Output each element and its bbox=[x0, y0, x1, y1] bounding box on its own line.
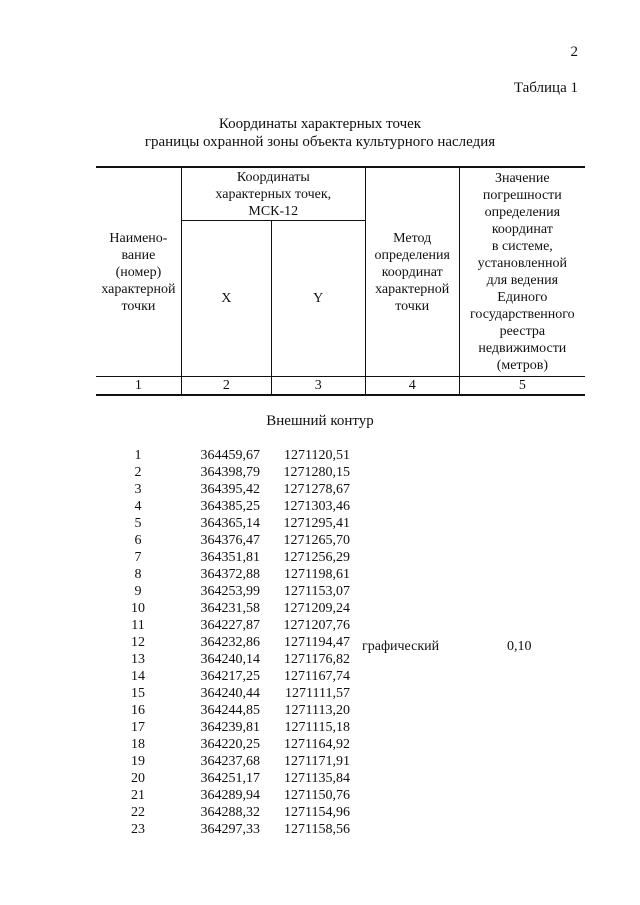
table-row bbox=[96, 753, 585, 770]
table-row bbox=[96, 464, 585, 481]
y-coordinate: 1271207,76 bbox=[283, 618, 350, 633]
table-row bbox=[96, 736, 585, 753]
point-number: 19 bbox=[131, 754, 145, 769]
point-number: 14 bbox=[131, 669, 145, 684]
header-point-name: Наимено- вание (номер) характерной точки bbox=[96, 167, 181, 377]
y-coordinate: 1271167,74 bbox=[284, 669, 350, 684]
x-coordinate: 364297,33 bbox=[200, 822, 260, 837]
point-number: 13 bbox=[131, 652, 145, 667]
y-coordinate: 1271194,47 bbox=[284, 635, 350, 650]
table-row bbox=[96, 515, 585, 532]
document-title bbox=[0, 115, 640, 151]
table-row bbox=[96, 583, 585, 600]
method-value: графический bbox=[362, 639, 440, 654]
point-number: 8 bbox=[134, 567, 142, 582]
y-coordinate: 1271115,18 bbox=[284, 720, 350, 735]
x-coordinate: 364240,44 bbox=[200, 686, 260, 701]
y-coordinate: 1271171,91 bbox=[284, 754, 350, 769]
x-coordinate: 364395,42 bbox=[200, 482, 260, 497]
x-coordinate: 364227,87 bbox=[200, 618, 260, 633]
header-coordinates-group: Координаты характерных точек, МСК-12 bbox=[181, 167, 365, 221]
x-coordinate: 364240,14 bbox=[200, 652, 260, 667]
column-number-3: 3 bbox=[271, 377, 365, 396]
x-coordinate: 364385,25 bbox=[200, 499, 260, 514]
x-coordinate: 364351,81 bbox=[200, 550, 260, 565]
x-coordinate: 364459,67 bbox=[200, 448, 260, 463]
y-coordinate: 1271158,56 bbox=[284, 822, 350, 837]
y-coordinate: 1271209,24 bbox=[283, 601, 350, 616]
header-accuracy: Значение погрешности определения координат в системе, установленной для ведения Единого государственного реестра недвижимости (метров) bbox=[459, 167, 585, 377]
header-method: Метод определения координат характерной точки bbox=[365, 167, 459, 377]
x-coordinate: 364239,81 bbox=[200, 720, 260, 735]
point-number: 5 bbox=[134, 516, 142, 531]
y-coordinate: 1271256,29 bbox=[283, 550, 350, 565]
table-row bbox=[96, 787, 585, 804]
x-coordinate: 364288,32 bbox=[200, 805, 260, 820]
x-coordinate: 364289,94 bbox=[200, 788, 260, 803]
header-x: X bbox=[181, 221, 271, 377]
point-number: 21 bbox=[131, 788, 145, 803]
accuracy-value: 0,10 bbox=[507, 639, 532, 654]
point-number: 10 bbox=[131, 601, 145, 616]
point-number: 20 bbox=[131, 771, 145, 786]
header-y: Y bbox=[271, 221, 365, 377]
x-coordinate: 364220,25 bbox=[200, 737, 260, 752]
x-coordinate: 364376,47 bbox=[200, 533, 260, 548]
x-coordinate: 364244,85 bbox=[200, 703, 260, 718]
point-number: 17 bbox=[131, 720, 145, 735]
point-number: 12 bbox=[131, 635, 145, 650]
point-number: 4 bbox=[134, 499, 142, 514]
table-row bbox=[96, 719, 585, 736]
point-number: 9 bbox=[134, 584, 142, 599]
table-row bbox=[96, 685, 585, 702]
table-row bbox=[96, 600, 585, 617]
point-number: 22 bbox=[131, 805, 145, 820]
table-row bbox=[96, 668, 585, 685]
point-number: 1 bbox=[134, 448, 142, 463]
y-coordinate: 1271303,46 bbox=[283, 499, 350, 514]
table-row bbox=[96, 821, 585, 838]
point-number: 7 bbox=[134, 550, 142, 565]
y-coordinate: 1271280,15 bbox=[283, 465, 350, 480]
y-coordinate: 1271198,61 bbox=[284, 567, 350, 582]
y-coordinate: 1271164,92 bbox=[284, 737, 350, 752]
point-number: 2 bbox=[134, 465, 142, 480]
y-coordinate: 1271265,70 bbox=[283, 533, 350, 548]
point-number: 3 bbox=[134, 482, 142, 497]
x-coordinate: 364372,88 bbox=[200, 567, 260, 582]
table-row bbox=[96, 447, 585, 464]
y-coordinate: 1271278,67 bbox=[283, 482, 350, 497]
table-label: Таблица 1 bbox=[513, 80, 578, 96]
header-table bbox=[96, 166, 585, 396]
table-row bbox=[96, 770, 585, 787]
y-coordinate: 1271176,82 bbox=[284, 652, 350, 667]
y-coordinate: 1271113,20 bbox=[284, 703, 350, 718]
table-row bbox=[96, 804, 585, 821]
table-row bbox=[96, 481, 585, 498]
column-number-5: 5 bbox=[459, 377, 585, 396]
title-line-1: Координаты характерных точек bbox=[218, 116, 422, 132]
y-coordinate: 1271150,76 bbox=[284, 788, 350, 803]
point-number: 16 bbox=[131, 703, 145, 718]
y-coordinate: 1271153,07 bbox=[284, 584, 350, 599]
table-row bbox=[96, 532, 585, 549]
table-row bbox=[96, 566, 585, 583]
x-coordinate: 364217,25 bbox=[200, 669, 260, 684]
x-coordinate: 364253,99 bbox=[200, 584, 260, 599]
column-number-1: 1 bbox=[96, 377, 181, 396]
y-coordinate: 1271135,84 bbox=[284, 771, 350, 786]
column-number-4: 4 bbox=[365, 377, 459, 396]
point-number: 11 bbox=[131, 618, 145, 633]
title-line-2: границы охранной зоны объекта культурного наследия bbox=[144, 134, 496, 150]
page-number: 2 bbox=[570, 44, 578, 60]
point-number: 6 bbox=[134, 533, 142, 548]
point-number: 15 bbox=[131, 686, 145, 701]
x-coordinate: 364232,86 bbox=[200, 635, 260, 650]
y-coordinate: 1271120,51 bbox=[284, 448, 350, 463]
x-coordinate: 364237,68 bbox=[200, 754, 260, 769]
point-number: 23 bbox=[131, 822, 145, 837]
x-coordinate: 364365,14 bbox=[200, 516, 260, 531]
x-coordinate: 364251,17 bbox=[200, 771, 260, 786]
y-coordinate: 1271111,57 bbox=[285, 686, 350, 701]
column-number-2: 2 bbox=[181, 377, 271, 396]
table-row bbox=[96, 617, 585, 634]
table-row bbox=[96, 549, 585, 566]
x-coordinate: 364231,58 bbox=[200, 601, 260, 616]
table-row bbox=[96, 498, 585, 515]
y-coordinate: 1271154,96 bbox=[284, 805, 350, 820]
y-coordinate: 1271295,41 bbox=[283, 516, 350, 531]
table-row bbox=[96, 702, 585, 719]
point-number: 18 bbox=[131, 737, 145, 752]
section-title: Внешний контур bbox=[266, 413, 374, 429]
x-coordinate: 364398,79 bbox=[200, 465, 260, 480]
